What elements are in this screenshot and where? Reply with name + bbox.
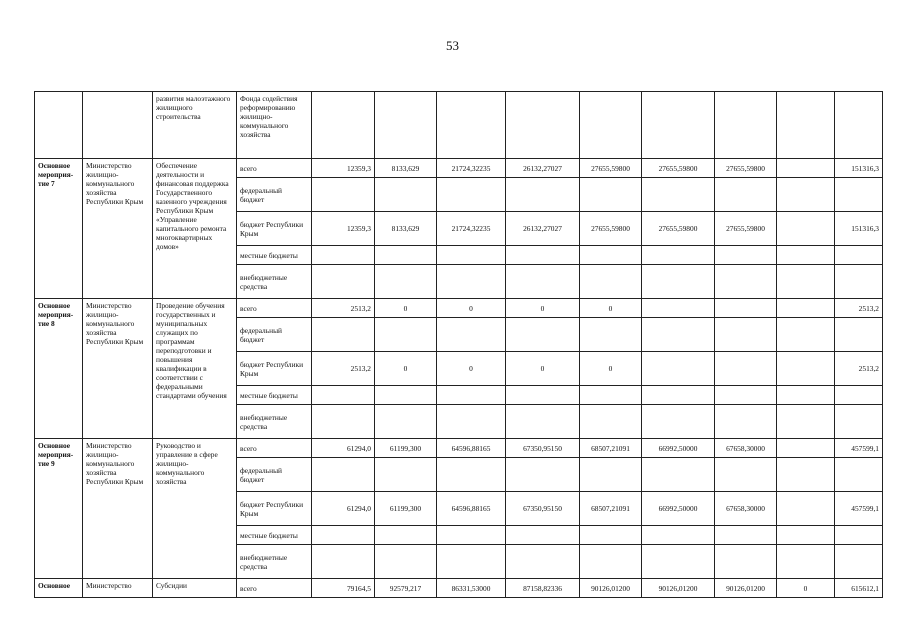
value-cell: 66992,50000	[642, 439, 715, 458]
value-cell: 79164,5	[312, 579, 375, 598]
funding-source: федеральный бюджет	[237, 458, 312, 492]
value-cell: 0	[580, 352, 642, 386]
funding-source: всего	[237, 439, 312, 458]
total-cell: 2513,2	[835, 299, 883, 318]
page-number: 53	[446, 38, 459, 53]
funding-source: Фонда содействия реформированию жилищно-коммунального хозяйства	[237, 92, 312, 159]
funding-source: всего	[237, 579, 312, 598]
funding-source: внебюджетные средства	[237, 545, 312, 579]
funding-source: местные бюджеты	[237, 246, 312, 265]
funding-source: всего	[237, 299, 312, 318]
value-cell: 12359,3	[312, 212, 375, 246]
measure-executor: Министерство жилищно-коммунального хозяйства Республики Крым	[83, 159, 153, 299]
value-cell: 8133,629	[375, 212, 437, 246]
value-cell: 67350,95150	[506, 492, 580, 526]
measure-name: Основное мероприя-тие 8	[35, 299, 83, 439]
value-cell: 27655,59800	[580, 159, 642, 178]
value-cell	[715, 299, 777, 318]
value-cell: 90126,01200	[580, 579, 642, 598]
measure-description: развития малоэтажного жилищного строительства	[153, 92, 237, 159]
value-cell	[777, 352, 835, 386]
value-cell: 2513,2	[312, 352, 375, 386]
total-cell: 457599,1	[835, 439, 883, 458]
value-cell: 68507,21091	[580, 492, 642, 526]
value-cell: 26132,27027	[506, 212, 580, 246]
funding-source: местные бюджеты	[237, 526, 312, 545]
measure-name: Основное мероприя-тие 7	[35, 159, 83, 299]
total-cell: 457599,1	[835, 492, 883, 526]
value-cell: 90126,01200	[642, 579, 715, 598]
value-cell: 8133,629	[375, 159, 437, 178]
table-row	[35, 159, 883, 178]
measure-name: Основное мероприя-тие 9	[35, 439, 83, 579]
value-cell: 86331,53000	[437, 579, 506, 598]
financing-table	[34, 91, 883, 598]
value-cell	[777, 159, 835, 178]
value-cell: 64596,88165	[437, 492, 506, 526]
value-cell: 27655,59800	[715, 212, 777, 246]
table-row	[35, 579, 883, 598]
table-row	[35, 299, 883, 318]
value-cell	[715, 352, 777, 386]
funding-source: всего	[237, 159, 312, 178]
value-cell: 27655,59800	[642, 159, 715, 178]
value-cell: 27655,59800	[715, 159, 777, 178]
measure-name: Основное	[35, 579, 83, 598]
value-cell	[777, 439, 835, 458]
table-row	[35, 92, 883, 159]
value-cell: 67658,30000	[715, 439, 777, 458]
value-cell: 92579,217	[375, 579, 437, 598]
measure-executor: Министерство	[83, 579, 153, 598]
value-cell	[642, 299, 715, 318]
measure-description: Субсидии	[153, 579, 237, 598]
funding-source: федеральный бюджет	[237, 318, 312, 352]
value-cell: 21724,32235	[437, 159, 506, 178]
measure-executor: Министерство жилищно-коммунального хозяйства Республики Крым	[83, 299, 153, 439]
value-cell	[777, 299, 835, 318]
measure-description: Руководство и управление в сфере жилищно-коммунального хозяйства	[153, 439, 237, 579]
value-cell: 90126,01200	[715, 579, 777, 598]
value-cell: 0	[580, 299, 642, 318]
total-cell: 615612,1	[835, 579, 883, 598]
value-cell: 0	[437, 299, 506, 318]
value-cell: 0	[375, 352, 437, 386]
total-cell: 2513,2	[835, 352, 883, 386]
funding-source: бюджет Республики Крым	[237, 212, 312, 246]
total-cell: 151316,3	[835, 159, 883, 178]
value-cell: 0	[506, 299, 580, 318]
value-cell: 66992,50000	[642, 492, 715, 526]
total-cell: 151316,3	[835, 212, 883, 246]
value-cell: 61294,0	[312, 439, 375, 458]
value-cell: 61199,300	[375, 492, 437, 526]
value-cell: 68507,21091	[580, 439, 642, 458]
value-cell: 61199,300	[375, 439, 437, 458]
funding-source: местные бюджеты	[237, 386, 312, 405]
value-cell: 21724,32235	[437, 212, 506, 246]
value-cell: 67658,30000	[715, 492, 777, 526]
value-cell: 27655,59800	[580, 212, 642, 246]
value-cell	[642, 352, 715, 386]
value-cell: 2513,2	[312, 299, 375, 318]
funding-source: внебюджетные средства	[237, 265, 312, 299]
funding-source: федеральный бюджет	[237, 178, 312, 212]
value-cell: 61294,0	[312, 492, 375, 526]
value-cell: 0	[375, 299, 437, 318]
value-cell	[777, 492, 835, 526]
value-cell: 0	[437, 352, 506, 386]
value-cell	[777, 212, 835, 246]
funding-source: внебюджетные средства	[237, 405, 312, 439]
value-cell: 67350,95150	[506, 439, 580, 458]
measure-description: Обеспечение деятельности и финансовая поддержка Государственного казенного учреждения Республики Крым «Управление капитального ремонта многоквартирных домов»	[153, 159, 237, 299]
funding-source: бюджет Республики Крым	[237, 492, 312, 526]
value-cell: 26132,27027	[506, 159, 580, 178]
funding-source: бюджет Республики Крым	[237, 352, 312, 386]
value-cell: 0	[777, 579, 835, 598]
measure-executor: Министерство жилищно-коммунального хозяйства Республики Крым	[83, 439, 153, 579]
value-cell: 12359,3	[312, 159, 375, 178]
value-cell: 27655,59800	[642, 212, 715, 246]
value-cell: 64596,88165	[437, 439, 506, 458]
value-cell: 0	[506, 352, 580, 386]
measure-description: Проведение обучения государственных и муниципальных служащих по программам переподготовки и повышения квалификации в соответствии с федеральными стандартами обучения	[153, 299, 237, 439]
table-row	[35, 439, 883, 458]
value-cell: 87158,82336	[506, 579, 580, 598]
